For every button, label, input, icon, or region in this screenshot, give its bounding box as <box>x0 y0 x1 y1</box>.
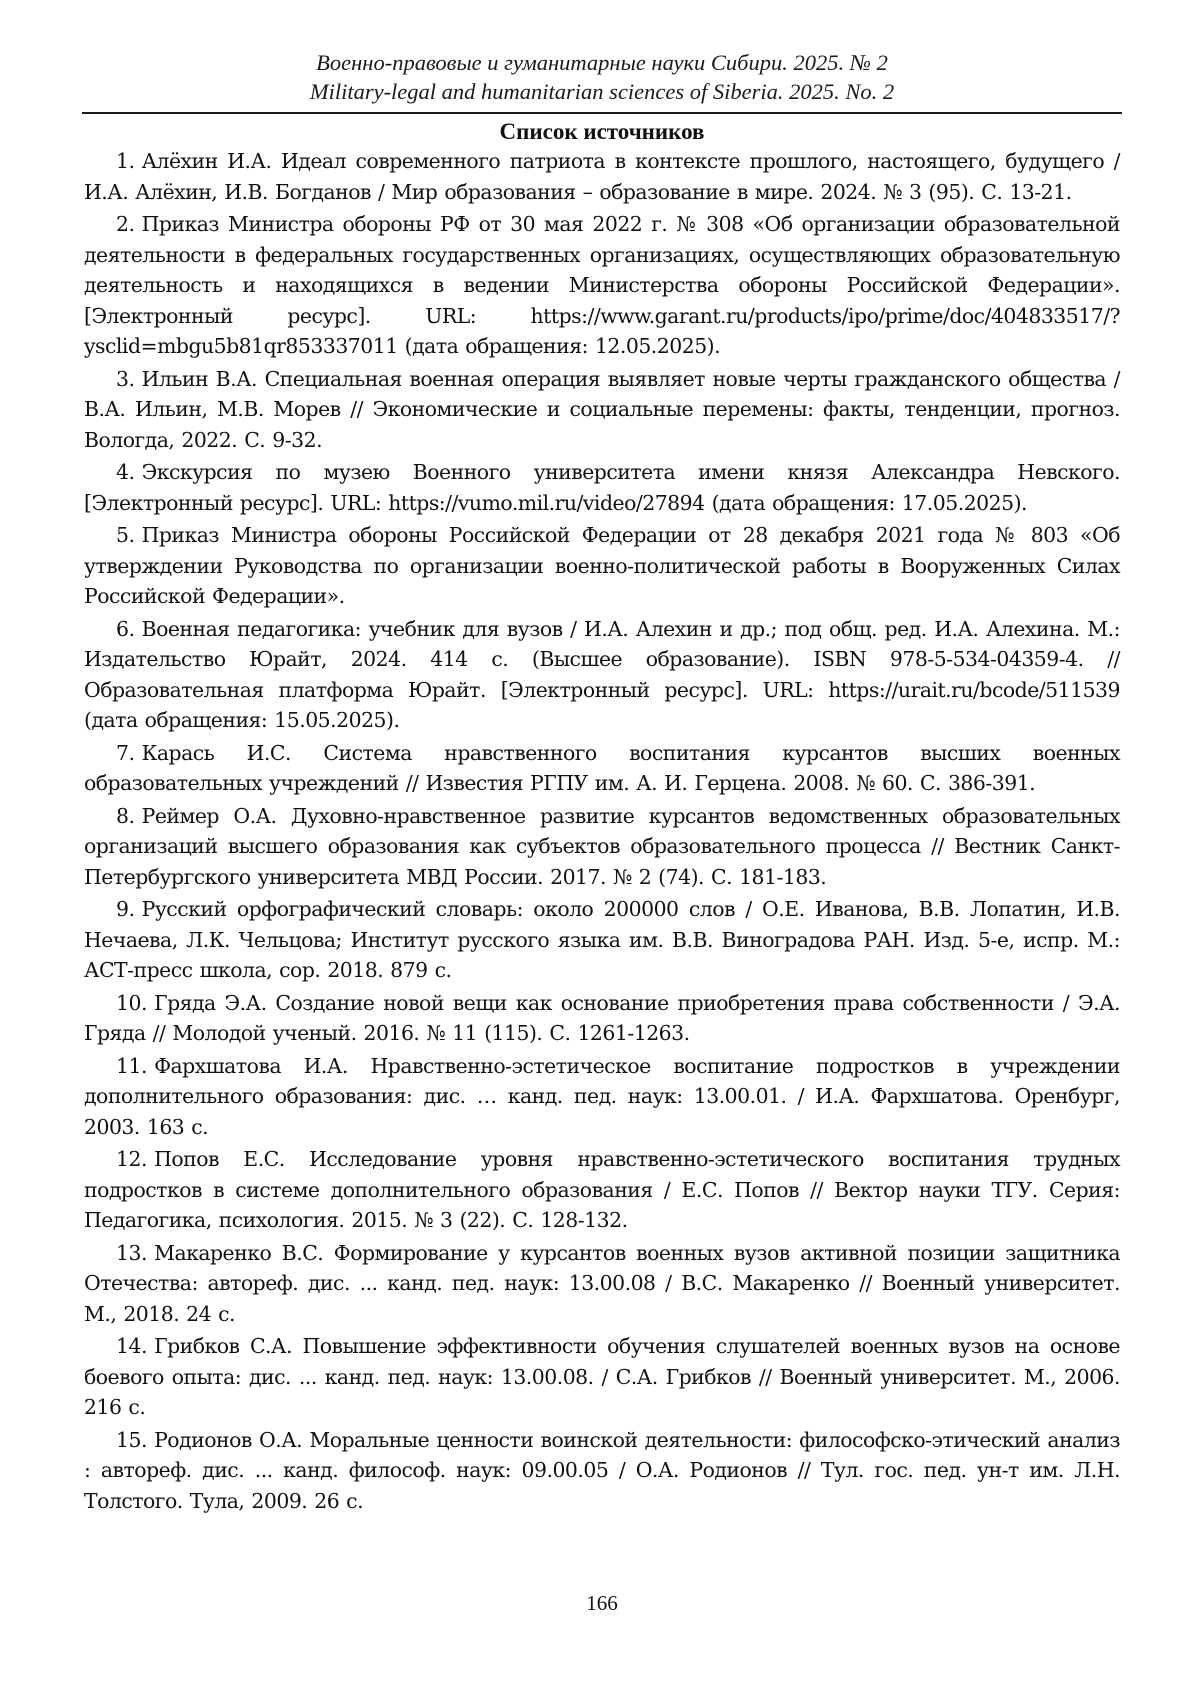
reference-text: Алёхин И.А. Идеал современного патриота в контексте прошлого, настоящего, будущего / И.А. Алёхин, И.В. Богданов / Мир образования – образование в мире. 2024. № 3 (95). С. 13-21. <box>84 149 1120 204</box>
reference-number: 6. <box>116 616 135 641</box>
reference-text: Экскурсия по музею Военного университета имени князя Александра Невского. [Электронный ресурс]. URL: https://vumo.mil.ru/video/27894 (дата обращения: 17.05.2025). <box>84 460 1120 515</box>
reference-item <box>84 614 1120 736</box>
page-number: 166 <box>586 1591 618 1615</box>
reference-number: 15. <box>116 1427 147 1452</box>
reference-number: 11. <box>116 1053 147 1078</box>
section-title: Список источников <box>499 119 705 144</box>
reference-number: 1. <box>116 149 135 173</box>
header-divider <box>82 112 1122 114</box>
reference-text: Макаренко В.С. Формирование у курсантов военных вузов активной позиции защитника Отечества: автореф. дис. ... канд. пед. наук: 13.00.08 / В.С. Макаренко // Военный университет. М., 2018. 24 с. <box>84 1240 1120 1326</box>
reference-text: Военная педагогика: учебник для вузов / И.А. Алехин и др.; под общ. ред. И.А. Алехина. М.: Издательство Юрайт, 2024. 414 с. (Высшее образование). ISBN 978-5-534-04359-4. // Образовательная платформа Юрайт. [Электронный ресурс]. URL: https://urait.ru/bcode/511539 (дата обращения: 15.05.2025). <box>84 616 1120 732</box>
reference-text: Гряда Э.А. Создание новой вещи как основание приобретения права собственности / Э.А. Гряда // Молодой ученый. 2016. № 11 (115). С. 1261-1263. <box>84 990 1120 1045</box>
reference-item <box>84 801 1120 893</box>
reference-number: 2. <box>116 212 135 236</box>
reference-item <box>84 1144 1120 1236</box>
reference-text: Грибков С.А. Повышение эффективности обучения слушателей военных вузов на основе боевого опыта: дис. ... канд. пед. наук: 13.00.08. / С.А. Грибков // Военный университет. М., 2006. 216 с. <box>84 1334 1120 1419</box>
reference-item <box>84 457 1120 518</box>
reference-text: Приказ Министра обороны РФ от 30 мая 2022 г. № 308 «Об организации образовательной деятельности в федеральных государственных организациях, осуществляющих образовательную деятельность и находящихся в ведении Министерства обороны Российской Федерации». [Электронный ресурс]. URL: https://www.garant.ru/products/ipo/prime/doc/404833517/?ysclid=mbgu5b81qr853337011 (дата обращения: 12.05.2025). <box>84 212 1120 358</box>
reference-item <box>84 988 1120 1049</box>
reference-item <box>84 894 1120 986</box>
reference-number: 5. <box>116 523 135 547</box>
journal-title-ru: Военно-правовые и гуманитарные науки Сибири. 2025. № 2 <box>316 50 888 75</box>
reference-text: Ильин В.А. Специальная военная операция выявляет новые черты гражданского общества / В.А. Ильин, М.В. Морев // Экономические и социальные перемены: факты, тенденции, прогноз. Вологда, 2022. С. 9-32. <box>84 366 1120 452</box>
reference-number: 12. <box>116 1147 147 1171</box>
reference-item <box>84 1051 1120 1143</box>
reference-item <box>84 209 1120 362</box>
reference-item <box>84 364 1120 456</box>
reference-item <box>84 520 1120 612</box>
reference-text: Фархшатова И.А. Нравственно-эстетическое воспитание подростков в учреждении дополнительного образования: дис. … канд. пед. наук: 13.00.01. / И.А. Фархшатова. Оренбург, 2003. 163 с. <box>84 1053 1120 1139</box>
reference-item <box>84 1425 1120 1517</box>
reference-text: Русский орфографический словарь: около 200000 слов / О.Е. Иванова, В.В. Лопатин, И.В. Нечаева, Л.К. Чельцова; Институт русского языка им. В.В. Виноградова РАН. Изд. 5-е, испр. М.: АСТ-пресс школа, сор. 2018. 879 с. <box>84 897 1120 982</box>
reference-item <box>84 1238 1120 1330</box>
running-header <box>82 48 1122 106</box>
reference-number: 9. <box>116 897 135 921</box>
reference-text: Карась И.С. Система нравственного воспитания курсантов высших военных образовательных учреждений // Известия РГПУ им. А. И. Герцена. 2008. № 60. С. 386-391. <box>84 740 1120 795</box>
reference-item <box>84 738 1120 799</box>
reference-number: 4. <box>116 460 135 484</box>
reference-list <box>84 146 1120 1518</box>
reference-text: Реймер О.А. Духовно-нравственное развитие курсантов ведомственных образовательных организаций высшего образования как субъектов образовательного процесса // Вестник Санкт-Петербургского университета МВД России. 2017. № 2 (74). С. 181-183. <box>84 803 1120 889</box>
reference-item <box>84 1331 1120 1423</box>
reference-text: Попов Е.С. Исследование уровня нравственно-эстетического воспитания трудных подростков в системе дополнительного образования / Е.С. Попов // Вектор науки ТГУ. Серия: Педагогика, психология. 2015. № 3 (22). С. 128-132. <box>84 1147 1120 1232</box>
reference-number: 14. <box>116 1334 147 1358</box>
reference-number: 7. <box>116 740 135 765</box>
reference-number: 3. <box>116 366 135 391</box>
reference-text: Родионов О.А. Моральные ценности воинской деятельности: философско-этический анализ : автореф. дис. ... канд. философ. наук: 09.00.05 / О.А. Родионов // Тул. гос. пед. ун-т им. Л.Н. Толстого. Тула, 2009. 26 с. <box>84 1427 1120 1513</box>
reference-item <box>84 146 1120 207</box>
journal-title-en: Military-legal and humanitarian sciences of Siberia. 2025. No. 2 <box>309 79 895 104</box>
reference-number: 13. <box>116 1240 147 1265</box>
reference-number: 8. <box>116 803 135 828</box>
reference-text: Приказ Министра обороны Российской Федерации от 28 декабря 2021 года № 803 «Об утверждении Руководства по организации военно-политической работы в Вооруженных Силах Российской Федерации». <box>84 523 1120 608</box>
reference-number: 10. <box>116 990 147 1015</box>
